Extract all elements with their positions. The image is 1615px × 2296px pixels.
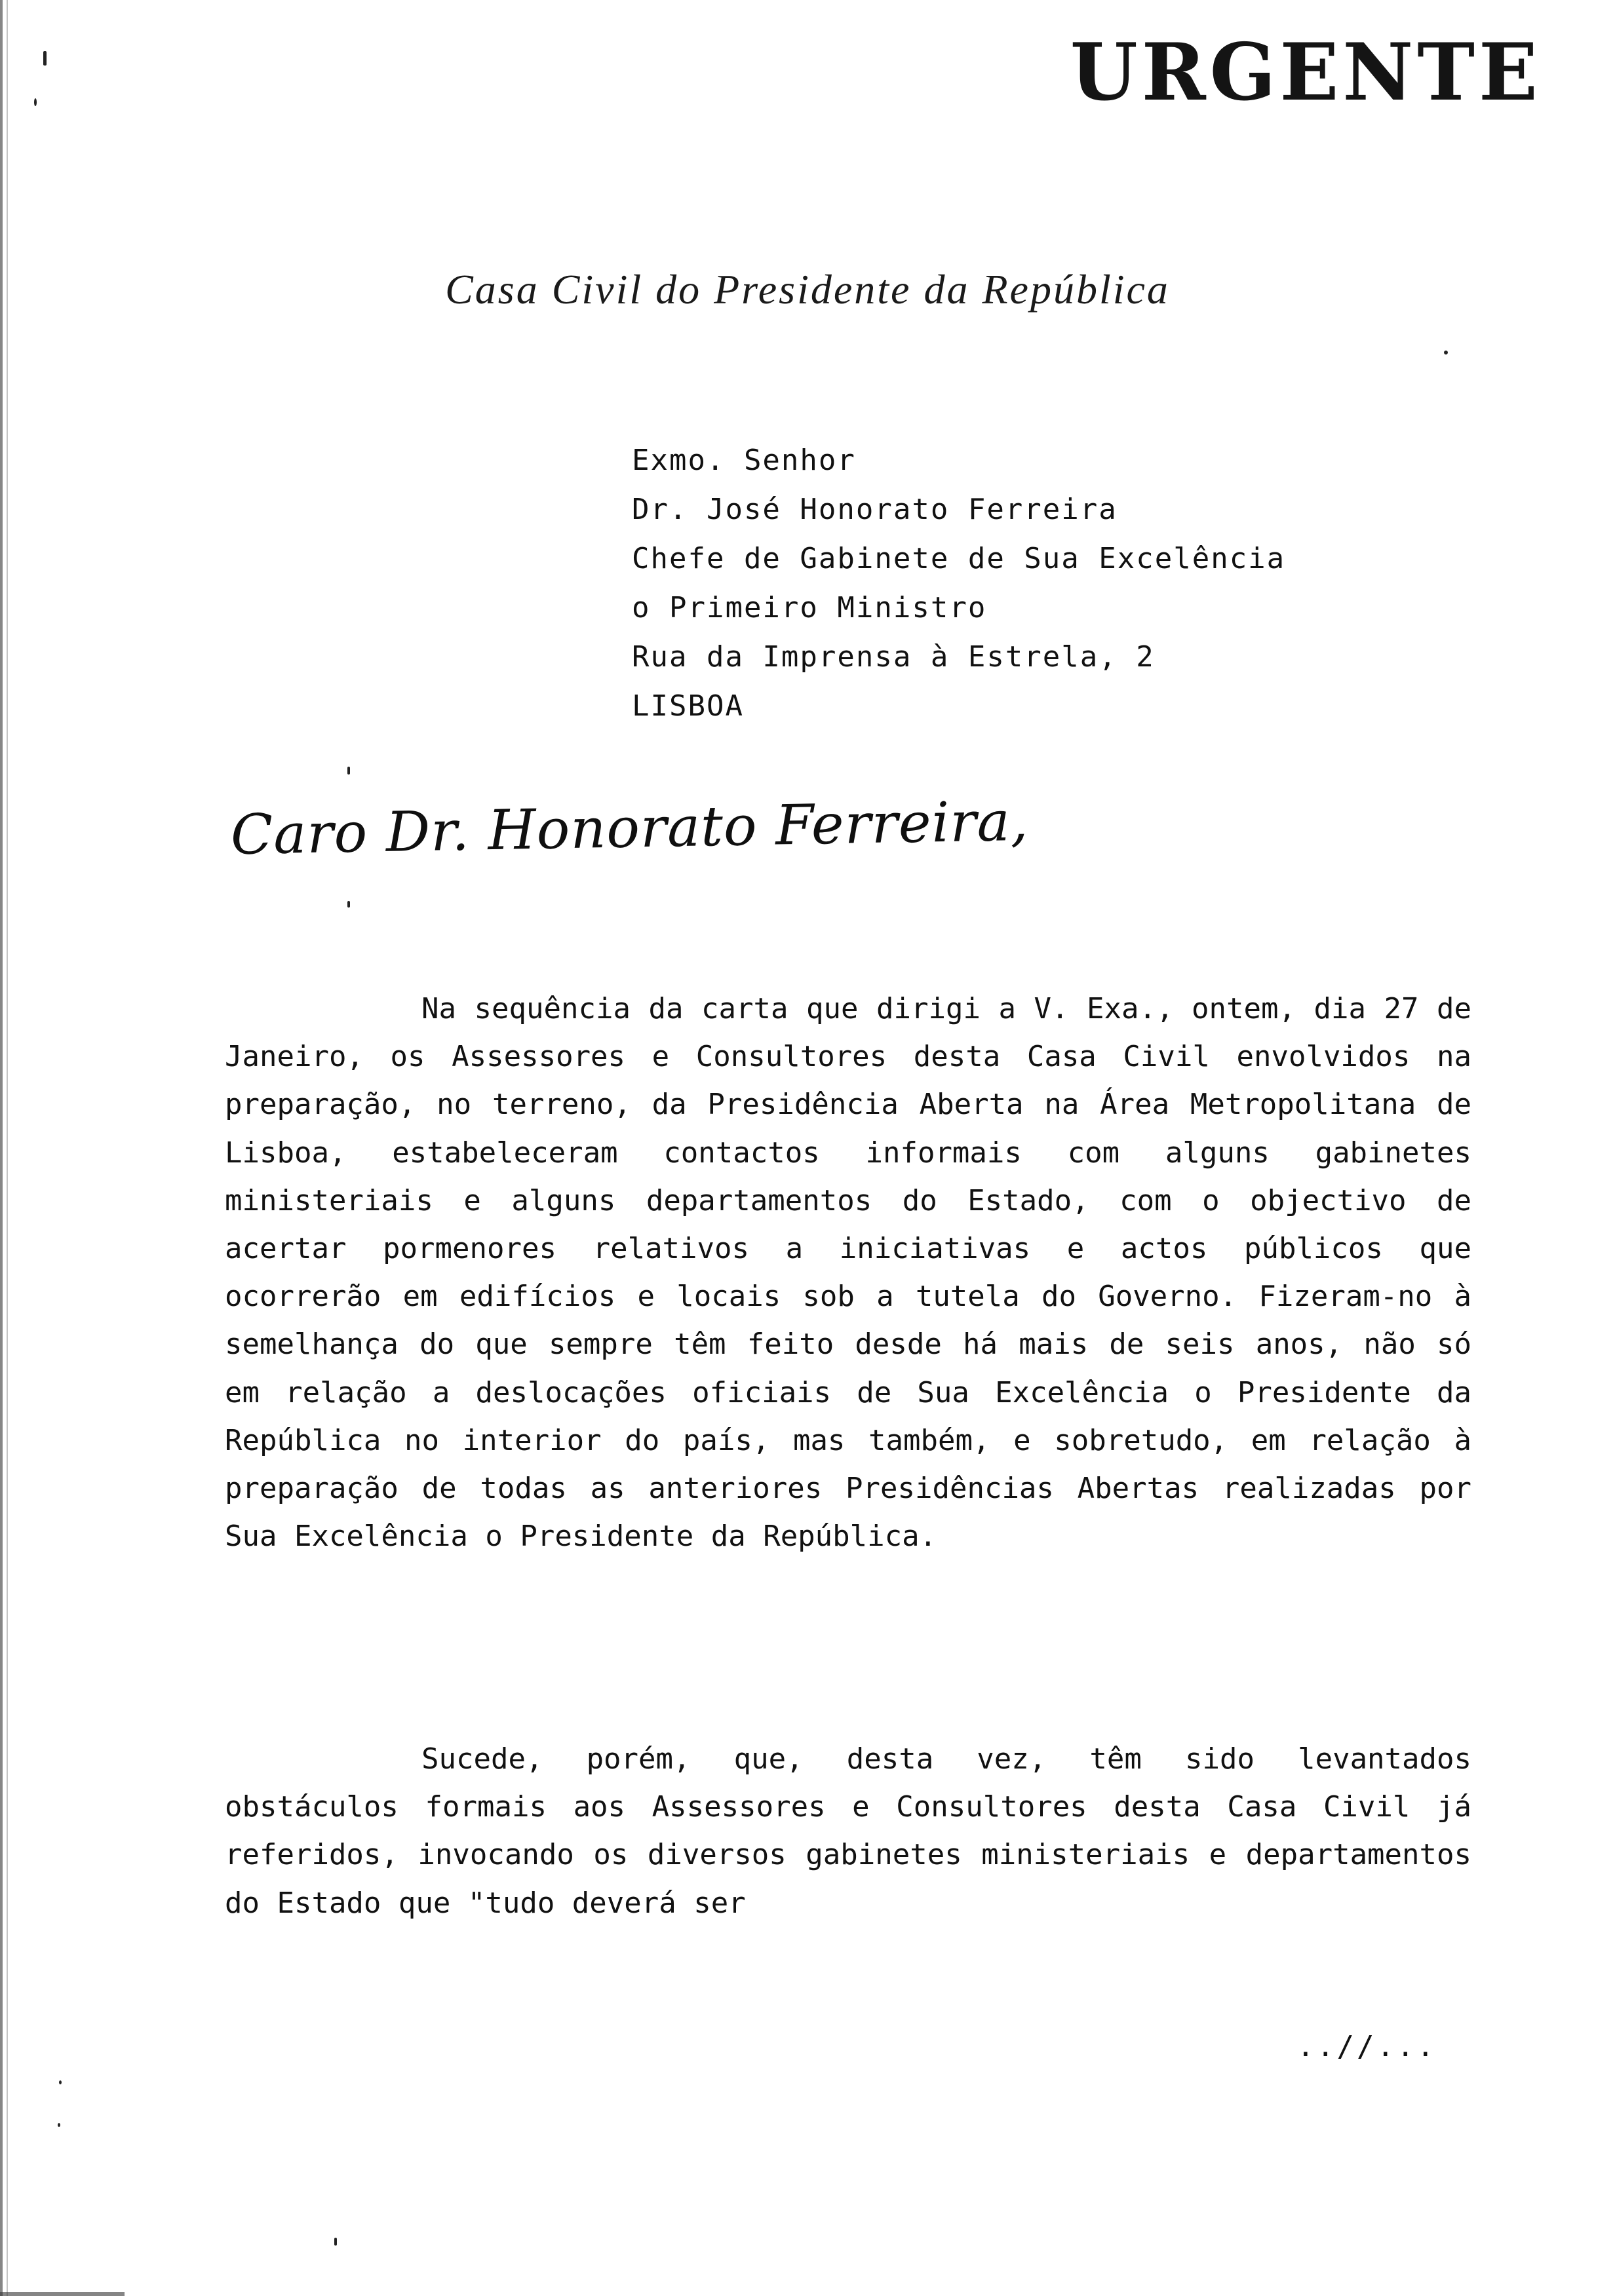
scan-speck [59,2080,62,2084]
recipient-line: o Primeiro Ministro [632,591,987,624]
recipient-line: Chefe de Gabinete de Sua Excelência [632,542,1286,575]
recipient-line: Rua da Imprensa à Estrela, 2 [632,640,1155,674]
urgent-stamp: URGENTE [1070,25,1542,119]
page-left-edge-shadow [7,0,8,2296]
paragraph-text: Sucede, porém, que, desta vez, têm sido levantados obstáculos formais aos Assessores e Consultores desta Casa Civil já referidos, invocando os diversos gabinetes ministeriais e departamentos do Estado que "tudo deverá ser [225,1742,1471,1920]
paragraph-text: Na sequência da carta que dirigi a V. Exa., ontem, dia 27 de Janeiro, os Assessores e Consultores desta Casa Civil envolvidos na preparação, no terreno, da Presidência Aberta na Área Metropolitana de Lisboa, estabeleceram contactos informais com alguns gabinetes ministeriais e alguns departamentos do Estado, com o objectivo de acertar pormenores relativos a iniciativas e actos públicos que ocorrerão em edifícios e locais sob a tutela do Governo. Fizeram-no à semelhança do que sempre têm feito desde há mais de seis anos, não só em relação a deslocações oficiais de Sua Excelência o Presidente da República no interior do país, mas também, e sobretudo, em relação à preparação de todas as anteriores Presidências Abertas realizadas por Sua Excelência o Presidente da República. [225,992,1471,1554]
recipient-line: Exmo. Senhor [632,444,856,477]
letterhead: Casa Civil do Presidente da República [445,266,1170,313]
scan-speck [347,767,350,775]
recipient-address [632,436,1285,731]
body-paragraph-2 [225,1735,1471,1927]
recipient-line: LISBOA [632,689,744,723]
scan-speck [334,2238,337,2246]
page-bottom-edge [0,2292,125,2296]
page-continuation-mark: ..//... [1296,2030,1437,2063]
scan-speck [347,901,350,908]
scan-speck [1444,351,1448,354]
handwritten-salutation: Caro Dr. Honorato Ferreira, [230,788,1030,867]
scan-speck [43,51,47,66]
scan-speck [58,2123,60,2127]
scan-speck [34,98,37,106]
page-left-edge [0,0,3,2296]
body-paragraph-1 [225,985,1471,1560]
recipient-line: Dr. José Honorato Ferreira [632,493,1118,526]
